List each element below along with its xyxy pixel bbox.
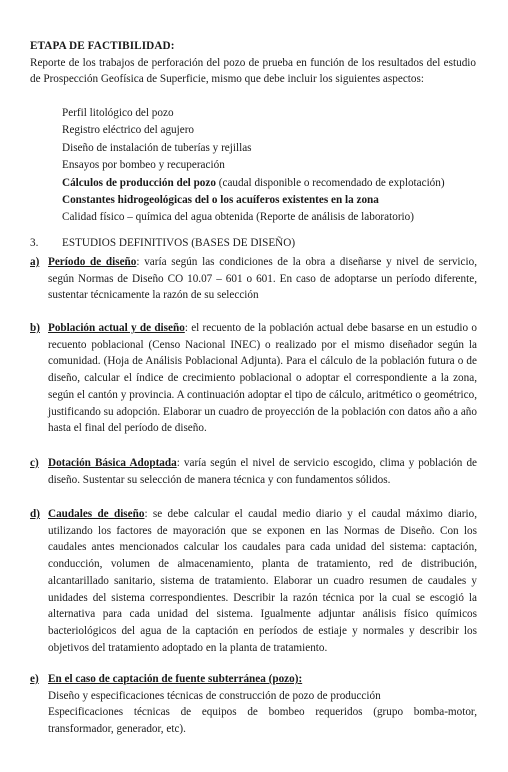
aspect-item: Diseño de instalación de tuberías y rejillas: [62, 141, 252, 154]
aspect-item: Registro eléctrico del agujero: [62, 124, 195, 137]
aspect-item: Ensayos por bombeo y recuperación: [62, 159, 225, 172]
item-term: Período de diseño: [48, 256, 137, 268]
aspects-list: [62, 105, 482, 227]
item-e: [30, 671, 477, 738]
factibilidad-section: [30, 38, 476, 88]
item-letter: c): [30, 457, 39, 469]
item-term: En el caso de captación de fuente subterránea (pozo):: [48, 673, 303, 685]
item-letter: b): [30, 322, 40, 334]
item-term: Dotación Básica Adoptada: [48, 457, 177, 469]
item-text: : el recuento de la población actual debe basarse en un estudio o recuento poblacional (Censo Nacional INEC) o realizado por el mismo diseñador según la comunidad. (Hoja de Análisis Poblacional Adjunta). Para el cálculo de la población futura o de diseño, calcular el índice de crecimiento poblacional o adoptar el correspondiente a la zona, según el cantón y provincia. A continuación adoptar el tipo de cálculo, aritmético o geométrico, justificando su adopción. Elaborar un cuadro de proyección de la población con datos año a año hasta el final del período de diseño.: [48, 322, 477, 435]
aspect-item: [62, 175, 482, 192]
item-b: [30, 320, 477, 437]
factibilidad-heading: ETAPA DE FACTIBILIDAD:: [30, 40, 175, 52]
item-text: : varía según el nivel de servicio escogido, clima y población de diseño. Sustentar su selección de manera técnica y con fundamentos sólidos.: [48, 457, 478, 486]
item-c: [30, 455, 477, 488]
item-line: Especificaciones técnicas de equipos de bombeo requeridos (grupo bomba-motor, transformador, generador, etc).: [48, 706, 477, 736]
item-term: Caudales de diseño: [48, 508, 145, 520]
item-text: : se debe calcular el caudal medio diario y el caudal máximo diario, utilizando los factores de mayoración que se exponen en las Normas de Diseño. Con los caudales antes mencionados calcular los caudales para cada unidad del sistema: captación, conducción, volumen de almacenamiento, planta de tratamiento, red de distribución, alcantarillado sanitario, sistema de tratamiento. Elaborar un cuadro resumen de caudales y unidades del sistema correspondientes. Describir la razón técnica por la cual se escogió la alternativa para cada unidad del sistema. Igualmente adjuntar análisis físico químicos bacteriológicos del agua de la captación en períodos de estiaje y normales y describir los objetivos del tratamiento adoptado en la planta de tratamiento.: [48, 508, 477, 654]
item-text: : varía según las condiciones de la obra a diseñarse y nivel de servicio, según Normas de Diseño CO 10.07 – 601 o 601. En caso de adoptarse un período diferente, sustentar técnicamente la razón de su selección: [48, 256, 477, 302]
section-title: ESTUDIOS DEFINITIVOS (BASES DE DISEÑO): [62, 237, 296, 249]
section-number: 3.: [30, 237, 39, 249]
aspect-item: Perfil litológico del pozo: [62, 107, 174, 119]
item-letter: e): [30, 673, 39, 685]
aspect-item: Calidad físico – química del agua obtenida (Reporte de análisis de laboratorio): [62, 211, 414, 224]
factibilidad-intro: Reporte de los trabajos de perforación del pozo de prueba en función de los resultados del estudio de Prospección Geofísica de Superficie, mismo que debe incluir los siguientes aspectos:: [30, 56, 476, 86]
aspect-normal: (caudal disponible o recomendado de explotación): [218, 176, 445, 189]
item-letter: a): [30, 256, 40, 268]
item-term: Población actual y de diseño: [48, 322, 185, 334]
item-letter: d): [30, 508, 40, 520]
aspect-item: Constantes hidrogeológicas del o los acuíferos existentes en la zona: [62, 194, 379, 207]
item-line: Diseño y especificaciones técnicas de construcción de pozo de producción: [48, 689, 381, 702]
item-d: [30, 506, 477, 656]
item-a: [30, 254, 477, 304]
aspect-bold: Cálculos de producción del pozo: [62, 176, 216, 189]
